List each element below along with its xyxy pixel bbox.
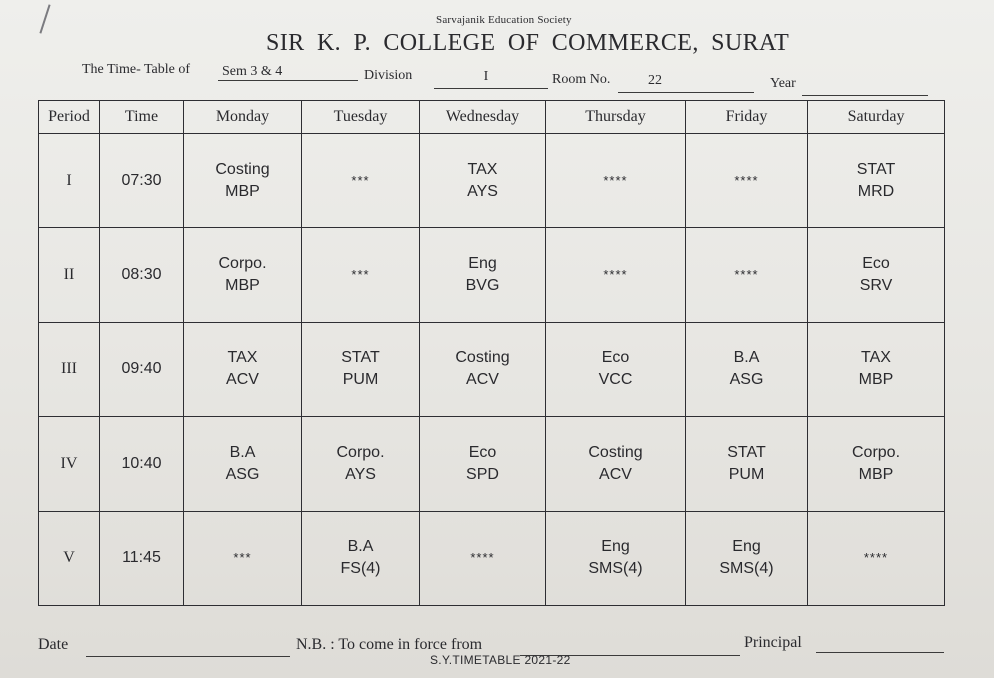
date-underline bbox=[86, 656, 290, 657]
schedule-cell bbox=[420, 511, 546, 605]
faculty-code: ACV bbox=[226, 371, 259, 389]
schedule-cell bbox=[546, 511, 686, 605]
schedule-cell bbox=[546, 322, 686, 416]
schedule-cell bbox=[546, 228, 686, 322]
subject-text: Costing bbox=[588, 443, 643, 461]
principal-label: Principal bbox=[744, 634, 802, 651]
subject-text: **** bbox=[863, 550, 889, 566]
faculty-code: SRV bbox=[859, 277, 893, 295]
period-cell: IV bbox=[39, 417, 100, 511]
timetable bbox=[38, 100, 944, 606]
table-row bbox=[39, 228, 945, 322]
subject-text: Eng bbox=[468, 255, 497, 273]
subject-text: Corpo. bbox=[851, 443, 901, 461]
subject-text: B.A bbox=[733, 349, 760, 367]
schedule-cell bbox=[686, 417, 808, 511]
schedule-cell bbox=[686, 228, 808, 322]
subject-text: Eco bbox=[601, 349, 630, 367]
faculty-code: MRD bbox=[857, 182, 895, 200]
faculty-code: MBP bbox=[858, 465, 894, 483]
subject-text: *** bbox=[351, 267, 370, 283]
pen-mark bbox=[39, 4, 50, 33]
faculty-code: ASG bbox=[729, 371, 764, 389]
division-value: I bbox=[483, 69, 489, 84]
schedule-cell bbox=[686, 511, 808, 605]
faculty-code: SMS(4) bbox=[588, 560, 643, 578]
faculty-code: MBP bbox=[225, 277, 260, 295]
faculty-code: PUM bbox=[728, 465, 765, 483]
subject-text: TAX bbox=[861, 349, 891, 367]
subject-text: Costing bbox=[455, 349, 510, 367]
period-cell: II bbox=[39, 228, 100, 322]
subject-text: Costing bbox=[215, 160, 270, 178]
schedule-cell bbox=[546, 134, 686, 228]
footnote: S.Y.TIMETABLE 2021-22 bbox=[430, 653, 571, 667]
period-cell: V bbox=[39, 511, 100, 605]
faculty-code: MBP bbox=[858, 371, 894, 389]
timetable-label: The Time- Table of bbox=[82, 62, 191, 77]
subject-text: TAX bbox=[227, 349, 258, 367]
schedule-cell bbox=[808, 417, 945, 511]
schedule-cell bbox=[808, 511, 945, 605]
subject-text: **** bbox=[734, 172, 759, 188]
date-label: Date bbox=[38, 636, 69, 653]
subject-text: *** bbox=[351, 172, 370, 188]
room-underline bbox=[618, 92, 754, 93]
faculty-code: FS(4) bbox=[340, 560, 381, 578]
column-header-tuesday: Tuesday bbox=[302, 101, 420, 134]
column-header-friday: Friday bbox=[686, 101, 808, 134]
column-header-period: Period bbox=[39, 101, 100, 134]
schedule-cell bbox=[302, 511, 420, 605]
schedule-cell bbox=[184, 322, 302, 416]
subject-text: B.A bbox=[229, 443, 256, 461]
nb-label: N.B. : To come in force from bbox=[296, 636, 483, 653]
faculty-code: VCC bbox=[598, 371, 633, 389]
subject-text: Corpo. bbox=[336, 443, 385, 461]
subject-text: *** bbox=[233, 550, 252, 566]
schedule-cell bbox=[302, 134, 420, 228]
schedule-cell bbox=[302, 228, 420, 322]
society-name: Sarvajanik Education Society bbox=[436, 14, 572, 26]
column-header-monday: Monday bbox=[184, 101, 302, 134]
subject-text: **** bbox=[734, 267, 759, 283]
subject-text: Eng bbox=[601, 538, 630, 556]
period-cell: I bbox=[39, 134, 100, 228]
schedule-cell bbox=[808, 134, 945, 228]
schedule-cell bbox=[686, 322, 808, 416]
faculty-code: SMS(4) bbox=[719, 560, 774, 578]
subject-text: TAX bbox=[467, 160, 498, 178]
division-underline bbox=[434, 88, 548, 89]
room-value: 22 bbox=[648, 73, 662, 88]
timetable-underline bbox=[218, 80, 358, 81]
faculty-code: ASG bbox=[225, 465, 260, 483]
subject-text: **** bbox=[603, 172, 628, 188]
timetable-body bbox=[39, 134, 945, 606]
time-cell: 07:30 bbox=[100, 134, 184, 228]
timetable-grid bbox=[38, 100, 945, 606]
faculty-code: PUM bbox=[342, 371, 379, 389]
year-underline bbox=[802, 95, 928, 96]
time-cell: 09:40 bbox=[100, 322, 184, 416]
schedule-cell bbox=[686, 134, 808, 228]
column-header-thursday: Thursday bbox=[546, 101, 686, 134]
faculty-code: MBP bbox=[225, 182, 260, 200]
time-cell: 08:30 bbox=[100, 228, 184, 322]
faculty-code: BVG bbox=[465, 277, 500, 295]
schedule-cell bbox=[302, 417, 420, 511]
subject-text: B.A bbox=[347, 538, 374, 556]
schedule-cell bbox=[420, 228, 546, 322]
schedule-cell bbox=[184, 134, 302, 228]
subject-text: STAT bbox=[856, 160, 896, 178]
column-header-saturday: Saturday bbox=[808, 101, 945, 134]
schedule-cell bbox=[420, 417, 546, 511]
schedule-cell bbox=[420, 134, 546, 228]
subject-text: Eng bbox=[732, 538, 761, 556]
header-row bbox=[39, 101, 945, 134]
division-label: Division bbox=[364, 68, 413, 83]
schedule-cell bbox=[420, 322, 546, 416]
schedule-cell bbox=[808, 228, 945, 322]
faculty-code: ACV bbox=[466, 371, 499, 389]
schedule-cell bbox=[808, 322, 945, 416]
table-row bbox=[39, 417, 945, 511]
schedule-cell bbox=[184, 511, 302, 605]
faculty-code: AYS bbox=[345, 465, 376, 483]
subject-text: Corpo. bbox=[218, 255, 267, 273]
year-label: Year bbox=[770, 76, 796, 91]
schedule-cell bbox=[302, 322, 420, 416]
timetable-value: Sem 3 & 4 bbox=[222, 64, 283, 79]
room-label: Room No. bbox=[552, 72, 611, 87]
column-header-time: Time bbox=[100, 101, 184, 134]
subject-text: Eco bbox=[862, 255, 890, 273]
subject-text: STAT bbox=[341, 349, 380, 367]
schedule-cell bbox=[184, 417, 302, 511]
schedule-cell bbox=[184, 228, 302, 322]
schedule-cell bbox=[546, 417, 686, 511]
table-row bbox=[39, 134, 945, 228]
table-row bbox=[39, 322, 945, 416]
table-row bbox=[39, 511, 945, 605]
subject-text: **** bbox=[470, 550, 495, 566]
faculty-code: SPD bbox=[466, 465, 499, 483]
subject-text: Eco bbox=[468, 443, 497, 461]
principal-underline bbox=[816, 652, 944, 653]
time-cell: 11:45 bbox=[100, 511, 184, 605]
subject-text: **** bbox=[603, 267, 628, 283]
column-header-wednesday: Wednesday bbox=[420, 101, 546, 134]
faculty-code: AYS bbox=[467, 182, 498, 200]
faculty-code: ACV bbox=[599, 465, 632, 483]
subject-text: STAT bbox=[727, 443, 766, 461]
period-cell: III bbox=[39, 322, 100, 416]
time-cell: 10:40 bbox=[100, 417, 184, 511]
college-name: SIR K. P. COLLEGE OF COMMERCE, SURAT bbox=[266, 30, 790, 56]
